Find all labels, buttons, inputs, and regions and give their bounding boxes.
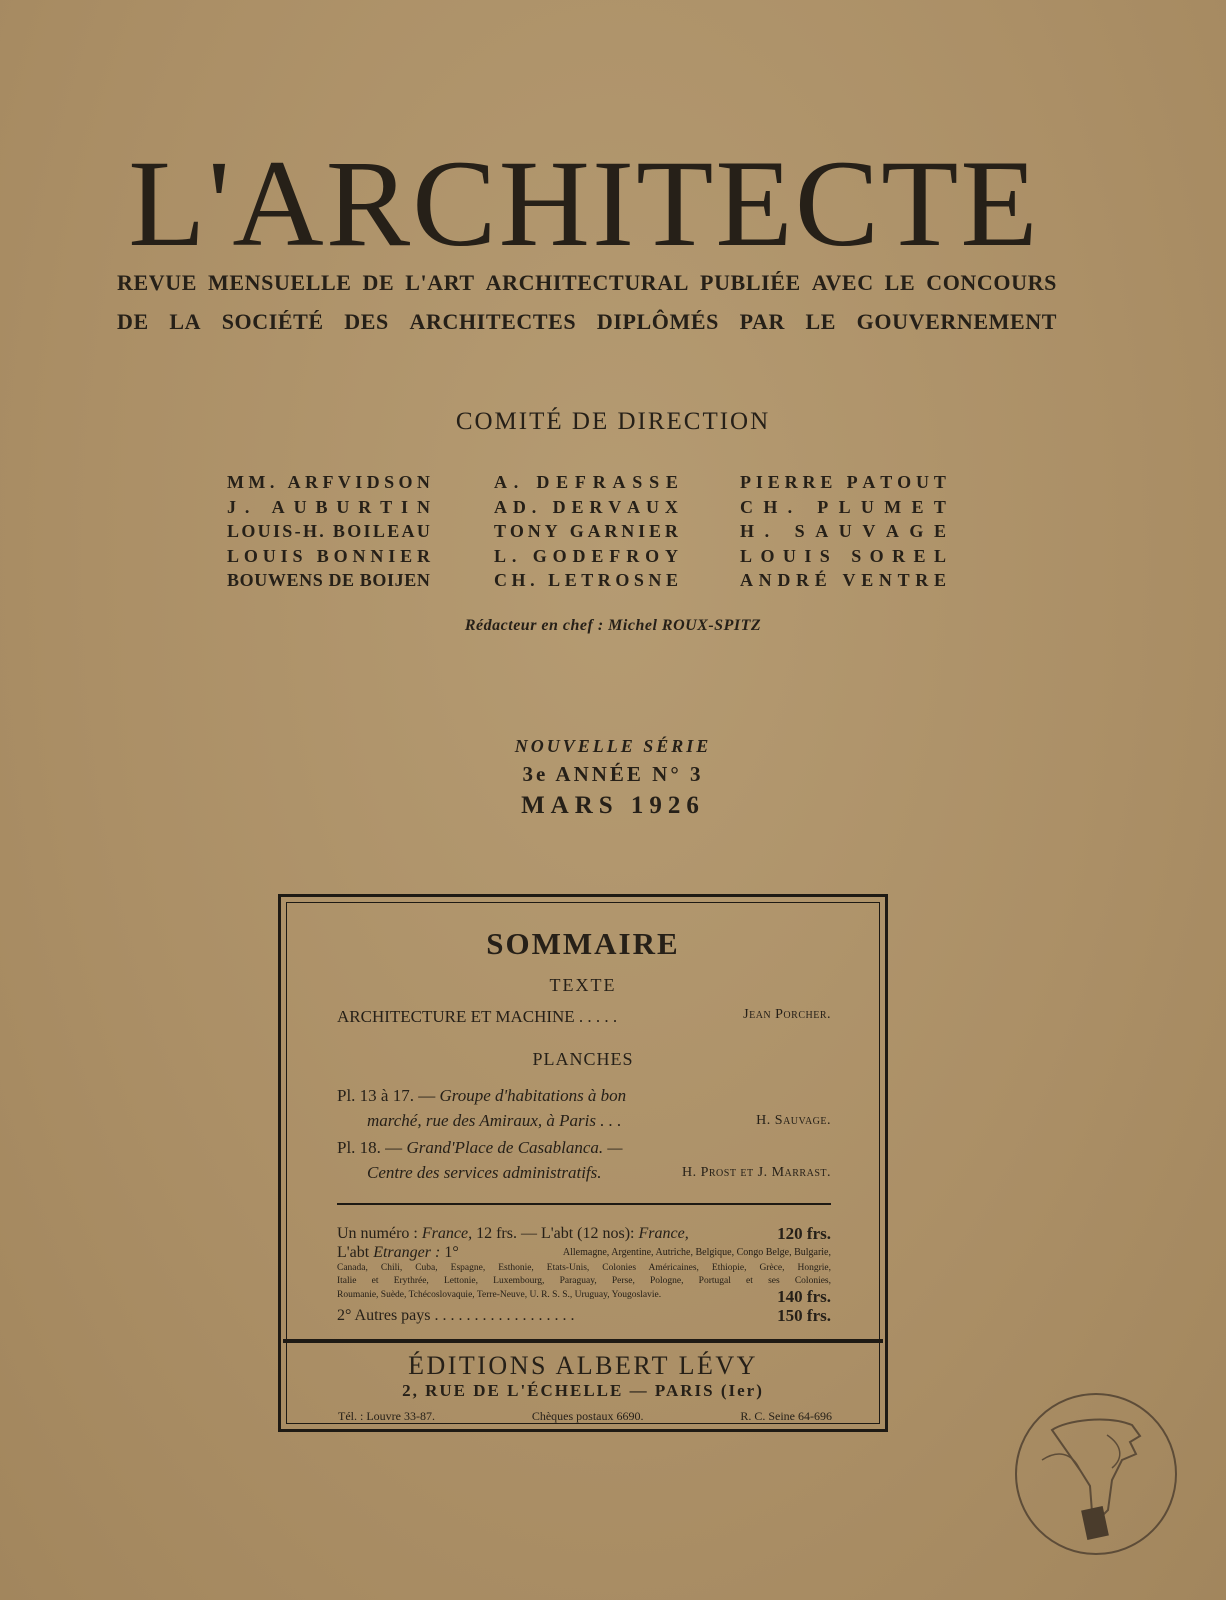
editor-in-chief: Rédacteur en chef : Michel ROUX-SPITZ [464,617,762,634]
plate-desc: marché, rue des Amiraux, à Paris . . . [367,1111,622,1130]
subtitle-line-2 [117,309,1057,335]
publisher-name: ÉDITIONS ALBERT LÉVY [408,1351,758,1380]
issue-number: 3e ANNÉE N° 3 [522,762,704,786]
member-name: A D . D E R V A U X [494,496,678,517]
subscription-prices [337,1224,831,1325]
subtitle-word: ARCHITECTES [409,309,577,334]
price-text: Un numéro : [337,1225,418,1242]
plate-desc: Groupe d'habitations à bon [439,1086,627,1105]
member-name: C H . L E T R O S N E [494,570,678,590]
countries-list: Italie et Erythrée, Lettonie, Luxembourg, Paraguay, Perse, Pologne, Portugal et ses Colonies, [337,1275,831,1286]
member-name: A N D R É V E N T R E [740,570,946,590]
price-text: France, [421,1225,473,1242]
price-line [337,1224,831,1243]
member-name: L O U I S B O N N I E R [227,545,430,566]
plate-desc: Grand'Place de Casablanca. — [406,1138,623,1157]
subtitle-word: PUBLIÉE [700,270,801,295]
divider [337,1203,831,1205]
plate-author: H. Prost et J. Marrast. [681,1165,831,1180]
countries-list: Roumanie, Suède, Tchécoslovaquie, Terre-Neuve, U. R. S. S., Uruguay, Yougoslavie. [337,1290,662,1300]
plate-entry [337,1135,831,1185]
price-value: 150 frs. [777,1306,831,1325]
subtitle-word: CONCOURS [926,270,1057,295]
subtitle-word: DIPLÔMÉS [596,309,719,334]
price-value: 120 frs. [777,1224,831,1243]
countries-list: Allemagne, Argentine, Autriche, Belgique, Congo Belge, Bulgarie, [562,1247,831,1258]
subtitle-word: DE [117,309,149,334]
member-name: P I E R R E P A T O U T [740,472,946,492]
subtitle-word: L'ART [405,270,475,295]
library-stamp-icon [1012,1390,1180,1558]
member-name: H . S A U V A G E [740,521,946,541]
price-line [337,1243,831,1262]
member-name: T O N Y G A R N I E R [494,521,678,541]
member-name: L O U I S - H . B O I L E A U [227,521,430,541]
subtitle-word: DE [362,270,395,295]
publisher-contact [338,1409,832,1424]
comite-column-2 [494,470,678,593]
publisher-address: 2, RUE DE L'ÉCHELLE — PARIS (Ier) [402,1381,764,1400]
subtitle-line-1 [117,270,1057,296]
subtitle-word: SOCIÉTÉ [221,309,324,334]
telephone: Tél. : Louvre 33-87. [338,1409,435,1423]
trade-register: R. C. Seine 64-696 [740,1409,832,1423]
price-value: 140 frs. [777,1287,831,1306]
sommaire-title: SOMMAIRE [486,926,680,961]
price-text: 12 frs. — L'abt (12 nos): [476,1225,635,1242]
price-line [337,1306,831,1325]
countries-list: Canada, Chili, Cuba, Espagne, Esthonie, Etats-Unis, Colonies Américaines, Ethiopie, Grèce, Hongrie, [337,1263,831,1273]
plate-ref: Pl. 13 à 17. — [337,1086,436,1105]
price-text: 2° Autres pays . . . . . . . . . . . . . . . . . . [337,1307,575,1324]
texte-heading: TEXTE [549,975,617,995]
comite-heading: COMITÉ DE DIRECTION [455,408,771,435]
subtitle-word: DES [344,309,389,334]
subtitle-word: GOUVERNEMENT [856,309,1057,334]
subtitle-word: REVUE [117,270,198,295]
divider [283,1339,883,1343]
article-title: ARCHITECTURE ET MACHINE . . . . . [337,1007,618,1026]
price-line [337,1287,831,1306]
price-text: Etranger : [373,1244,441,1261]
issue-date: MARS 1926 [521,792,705,819]
member-name: J . A U B U R T I N [227,496,430,517]
price-text: France, [638,1225,689,1242]
subtitle-word: MENSUELLE [207,270,352,295]
member-name: L . G O D E F R O Y [494,545,678,566]
comite-column-3 [740,470,946,593]
subtitle-word: PAR [739,309,785,334]
comite-column-1 [227,470,430,593]
plate-desc: Centre des services administratifs. [367,1163,602,1182]
price-text: 1° [444,1244,459,1261]
subtitle-word: LE [884,270,916,295]
article-entry [337,1007,831,1027]
subtitle-word: ARCHITECTURAL [485,270,690,295]
member-name: M M . A R F V I D S O N [227,472,430,492]
series-label: NOUVELLE SÉRIE [514,736,712,756]
subtitle-word: LA [169,309,202,334]
plate-entry [337,1083,831,1133]
planches-heading: PLANCHES [532,1049,634,1069]
member-name: B O U W E N S D E B O I J E N [227,570,430,590]
price-text: L'abt [337,1244,370,1261]
plate-author: H. Sauvage. [756,1113,831,1128]
magazine-title: L'ARCHITECTE [128,135,1040,272]
subtitle-word: AVEC [811,270,874,295]
article-author: Jean Porcher. [743,1007,831,1022]
postal-cheques: Chèques postaux 6690. [531,1409,644,1423]
member-name: L O U I S S O R E L [740,545,946,566]
member-name: A . D E F R A S S E [494,472,678,492]
subtitle-word: LE [805,309,837,334]
member-name: C H . P L U M E T [740,496,946,517]
plate-ref: Pl. 18. — [337,1138,403,1157]
